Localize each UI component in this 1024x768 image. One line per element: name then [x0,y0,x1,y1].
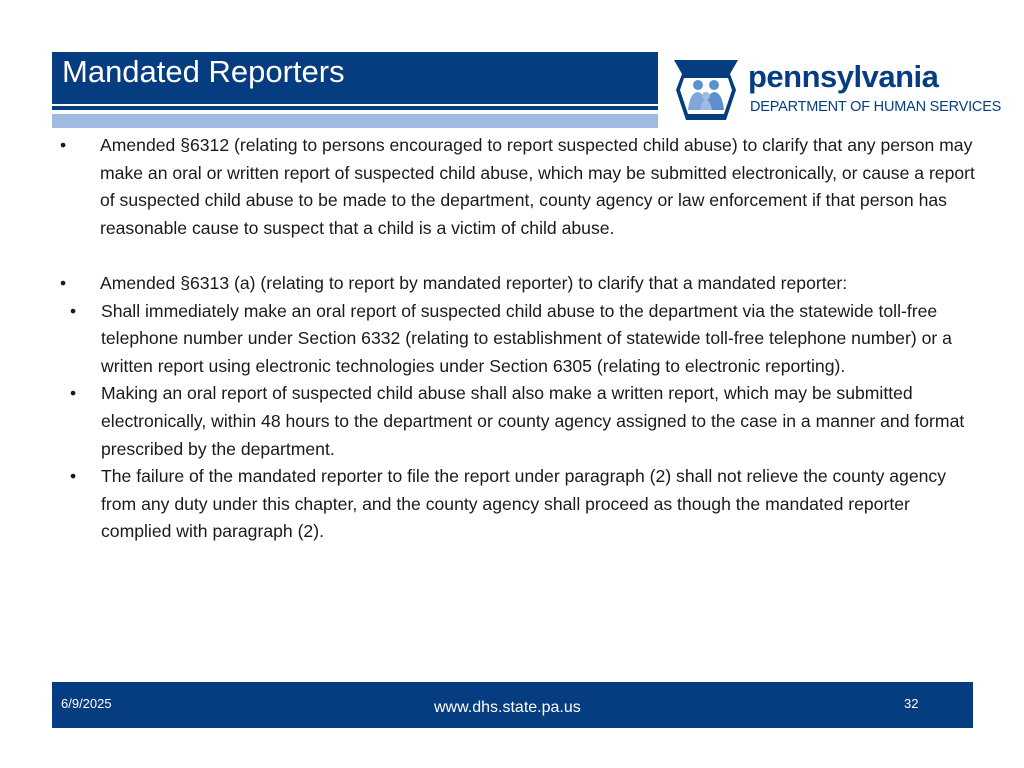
footer-date: 6/9/2025 [61,696,112,711]
title-accent-strip [52,114,658,128]
bullet-item: • Amended §6312 (relating to persons encouraged to report suspected child abuse) to clarify that any person may make an oral or written report of suspected child abuse, which may be submitted electronically, or cause a report of suspected child abuse to be made to the department, county agency or law enforcement if that person has reasonable cause to suspect that a child is a victim of child abuse. [56,132,976,242]
brand-department: DEPARTMENT OF HUMAN SERVICES [750,99,1002,115]
brand-name: pennsylvania [748,59,939,94]
sub-bullet-item: • Shall immediately make an oral report of suspected child abuse to the department via the statewide toll-free telephone number under Section 6332 (relating to establishment of statewide toll-free telephone number) or a written report using electronic technologies under Section 6305 (relating to electronic reporting). [56,298,976,381]
sub-bullet-item: • The failure of the mandated reporter to file the report under paragraph (2) shall not relieve the county agency from any duty under this chapter, and the county agency shall proceed as though the mandated reporter complied with paragraph (2). [56,463,976,546]
bullet-item: • Amended §6313 (a) (relating to report by mandated reporter) to clarify that a mandated reporter: [56,270,976,298]
spacer [56,242,976,270]
sub-bullet-item: • Making an oral report of suspected child abuse shall also make a written report, which may be submitted electronically, within 48 hours to the department or county agency assigned to the case in a manner and format prescribed by the department. [56,380,976,463]
slide-body [56,132,976,546]
pa-dhs-logo [670,54,1010,126]
keystone-family-icon [670,54,742,126]
slide-title: Mandated Reporters [62,54,345,89]
slide-number: 32 [904,696,919,711]
title-bar [52,52,658,104]
footer-bar [52,682,973,728]
title-divider [52,106,658,110]
footer-url: www.dhs.state.pa.us [434,699,581,716]
